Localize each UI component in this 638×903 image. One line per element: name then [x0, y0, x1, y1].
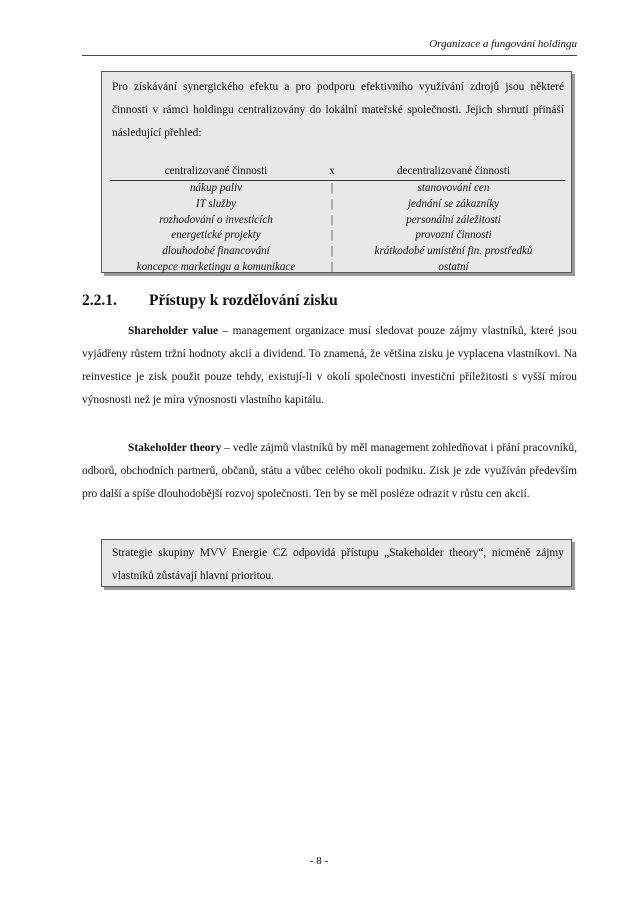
header-rule: [82, 55, 577, 56]
row-separator: |: [330, 260, 334, 273]
page-number: - 8 -: [309, 855, 329, 867]
table-row: [110, 181, 565, 197]
decentralized-activity: personální záležitosti: [406, 213, 501, 226]
info-box-strategy-text: Strategie skupiny MVV Energie CZ odpovídá přístupu „Stakeholder theory“, nicméně zájmy vlastníků zůstávají hlavní prioritou.: [112, 547, 564, 582]
info-box-strategy: [101, 539, 572, 587]
paragraph-text: – management organizace musí sledovat pouze zájmy vlastníků, které jsou vyjádřeny růstem tržní hodnoty akcií a dividend. To znamená, že většina zisku je vyplacena vlastníkovi. Na reinvestice je zisk použit pouze tehdy, existují-li v okolí společnosti investiční příležitosti s vyšší mírou výnosnosti než je míra výnosnosti vlastního kapitálu.: [82, 325, 577, 406]
activities-table: [110, 162, 565, 276]
decentralized-activity: jednání se zákazníky: [407, 197, 500, 210]
row-separator: |: [330, 197, 334, 210]
section-heading: [82, 292, 338, 310]
centralized-activity: koncepce marketingu a komunikace: [136, 260, 296, 273]
paragraph-stakeholder-theory: [82, 437, 577, 506]
centralized-activity: nákup paliv: [189, 182, 243, 194]
info-box-intro: Pro získávání synergického efektu a pro podporu efektivního využívání zdrojů jsou některé činnosti v rámci holdingu centralizovány do lokální mateřské společnosti. Jejich shrnutí přináší následující přehled:: [112, 81, 564, 139]
decentralized-activity: stanovování cen: [417, 182, 490, 194]
paragraph-text: – vedle zájmů vlastníků by měl management zohledňovat i přání pracovníků, odborů, obchodních partnerů, občanů, státu a vůbec celého okolí podniku. Zisk je zde využíván především pro další a spíše dlouhodobější rozvoj společnosti. Ten by se měl posléze odrazit v růstu cen akcií.: [82, 442, 577, 500]
term-shareholder-value: Shareholder value: [128, 325, 219, 337]
table-row: [110, 197, 565, 213]
section-title: Přístupy k rozdělování zisku: [149, 292, 338, 309]
row-separator: |: [330, 245, 334, 258]
centralized-activity: energetické projekty: [171, 229, 261, 242]
row-separator: |: [330, 182, 334, 194]
table-row: [110, 244, 565, 260]
table-row: [110, 228, 565, 244]
header-centralized: centralizované činnosti: [164, 165, 268, 177]
activities-table-header: [110, 162, 565, 181]
header-separator: x: [329, 165, 335, 177]
decentralized-activity: ostatní: [438, 260, 469, 273]
row-separator: |: [330, 213, 334, 226]
term-stakeholder-theory: Stakeholder theory: [128, 442, 222, 454]
centralized-activity: rozhodování o investicích: [159, 213, 273, 226]
info-box-centralization: [101, 71, 572, 273]
table-row: [110, 260, 565, 276]
running-header: Organizace a fungování holdingu: [429, 38, 577, 50]
row-separator: |: [330, 229, 334, 242]
decentralized-activity: provozní činnosti: [415, 229, 492, 242]
decentralized-activity: krátkodobé umístění fin. prostředků: [374, 245, 533, 258]
table-row: [110, 213, 565, 229]
paragraph-shareholder-value: [82, 320, 577, 412]
header-decentralized: decentralizované činnosti: [396, 165, 511, 177]
section-number: 2.2.1.: [82, 292, 117, 309]
centralized-activity: dlouhodobé financování: [162, 245, 270, 258]
centralized-activity: IT služby: [195, 197, 237, 210]
